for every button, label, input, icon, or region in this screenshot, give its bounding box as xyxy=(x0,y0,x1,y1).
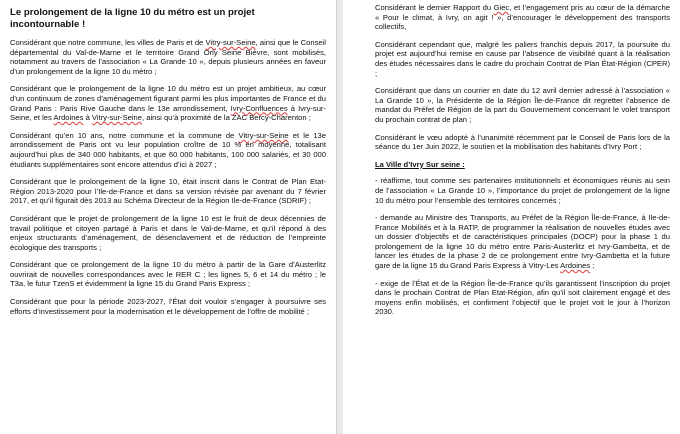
list-item: - réaffirme, tout comme ses partenaires institutionnels et économiques réunis au sein de l’association « La Grande 10 », l’importance du projet de prolongement de la ligne 10 du métro pour l’ensemble des territoires concernés ; xyxy=(375,176,670,205)
paragraph: Considérant le vœu adopté à l’unanimité récemment par le Conseil de Paris lors de la séance du 1er Juin 2022, le soutien et la mobilisation des habitants d’Ivry Port ; xyxy=(375,132,670,152)
right-paragraphs xyxy=(375,3,670,152)
spellcheck-flag: Ardoines xyxy=(53,113,84,123)
list-item: - demande au Ministre des Transports, au Préfet de la Région Île-de-France, à Ile-de-France Mobilités et à la RATP, de programmer la réalisation de nouvelles études avec un dossier d’objectifs et de caractéristiques principales (DOCP) pour la phase 1 du prolongement de la ligne 10 du métro entre Paris-Austerlitz et Ivry-Gambetta, et de lancer les études de la phase 2 de ce prolongement entre Ivry-Gambetta et la future gare de la ligne 15 du Grand Paris Express à Vitry-Les Ardoines ; xyxy=(375,213,670,271)
section-heading: La Ville d’Ivry Sur seine : xyxy=(375,159,465,169)
document-page-left xyxy=(0,0,337,434)
paragraph: Considérant le dernier Rapport du Giec, et l’engagement pris au cœur de la démarche « Pour le climat, à Ivry, on agit ! », d’encourager le développement des transports collectifs, xyxy=(375,3,670,32)
paragraph: Considérant que notre commune, les villes de Paris et de Vitry-sur-Seine, ainsi que le Conseil départemental du Val-de-Marne et le territoire Grand Orly Seine Bièvre, sont mobilisés, notamment au travers de l’association « La Grande 10 », depuis plusieurs années en faveur d’un prolongement de la ligne 10 du métro ; xyxy=(10,38,326,76)
spellcheck-flag: Giec xyxy=(493,3,510,12)
spellcheck-flag: Vitry-sur-Seine xyxy=(205,38,256,47)
paragraph: Considérant que le prolongement de la ligne 10 du métro est un projet ambitieux, au cœur d’un continuum de zones d’aménagement figurant parmi les plus importantes de France et du Grand Paris : Paris Rive Gauche dans le 13e arrondissement, Ivry-Confluences à Ivry-sur-Seine, et les Ardoines à Vitry-sur-Seine, ainsi qu’à proximité de la ZAC Bercy-Charenton ; xyxy=(10,84,326,123)
spellcheck-flag: Vitry-sur-Seine xyxy=(238,130,289,140)
spellcheck-flag: Ardoines xyxy=(560,261,591,271)
spellcheck-flag: Ivry-Confluences xyxy=(230,103,288,113)
paragraph: Considérant cependant que, malgré les paliers franchis depuis 2017, la poursuite du projet est aujourd’hui remise en cause par l’absence de visibilité quant à la réalisation des études nécessaires dans le cadre du prochain Contrat de Plan État-Région (CPER) ; xyxy=(375,39,670,78)
paragraph: Considérant que ce prolongement de la ligne 10 du métro à partir de la Gare d’Austerlitz ouvrirait de nouvelles correspondances avec le RER C ; les lignes 5, 6 et 14 du métro ; le T3a, le futur TzenS et évidemment la ligne 15 du Grand Paris Express ; xyxy=(10,260,326,289)
left-paragraphs xyxy=(10,38,326,316)
paragraph: Considérant que le projet de prolongement de la ligne 10 est le fruit de deux décennies de travail politique et citoyen partagé à Paris et dans le Val-de-Marne, et qu’il répond à des enjeux structurants d’aménagement, de désenclavement et de réduction de l’empreinte écologique des transports ; xyxy=(10,213,326,252)
resolution-list xyxy=(375,176,670,317)
spellcheck-flag: Vitry-sur-Seine xyxy=(91,113,143,123)
paragraph: Considérant que pour la période 2023-2027, l’État doit vouloir s’engager à poursuivre ses efforts d’investissement pour la modernisation et le développement de l’offre de mobilité ; xyxy=(10,297,326,316)
document-title: Le prolongement de la ligne 10 du métro est un projet incontournable ! xyxy=(10,7,255,30)
paragraph: Considérant qu’en 10 ans, notre commune et la commune de Vitry-sur-Seine et le 13e arrondissement de Paris ont vu leur population croître de 10 % en moyenne, totalisant aujourd’hui plus de 340 000 habitants, et que 60 000 habitants, 100 000 salariés, et 30 000 étudiants supplémentaires sont encore attendus d’ici à 2027 ; xyxy=(10,130,326,169)
list-item: - exige de l’État et de la Région Île-de-France qu’ils garantissent l’inscription du projet dans le prochain Contrat de Plan Etat-Région, afin qu’il soit clairement engagé et des moyens enfin mobilisés, et confirment l’objectif que le projet voit le jour à l’horizon 2030. xyxy=(375,278,670,317)
document-page-right xyxy=(343,0,680,434)
paragraph: Considérant que dans un courrier en date du 12 avril dernier adressé à l’association « La Grande 10 », la Présidente de la Région Île-de-France dit regretter l’absence de mandat du Préfet de Région de la part du Gouvernement concernant le volet transport du prochain contrat de plan ; xyxy=(375,86,670,124)
paragraph: Considérant que le prolongement de la ligne 10, était inscrit dans le Contrat de Plan Etat-Région 2013-2020 pour l’Ile-de-France et dans sa version révisée par avenant du 7 février 2017, et qu’il figurait dès 2013 au Schéma Directeur de la Région Ile-de-France (SDRIF) ; xyxy=(10,177,326,206)
